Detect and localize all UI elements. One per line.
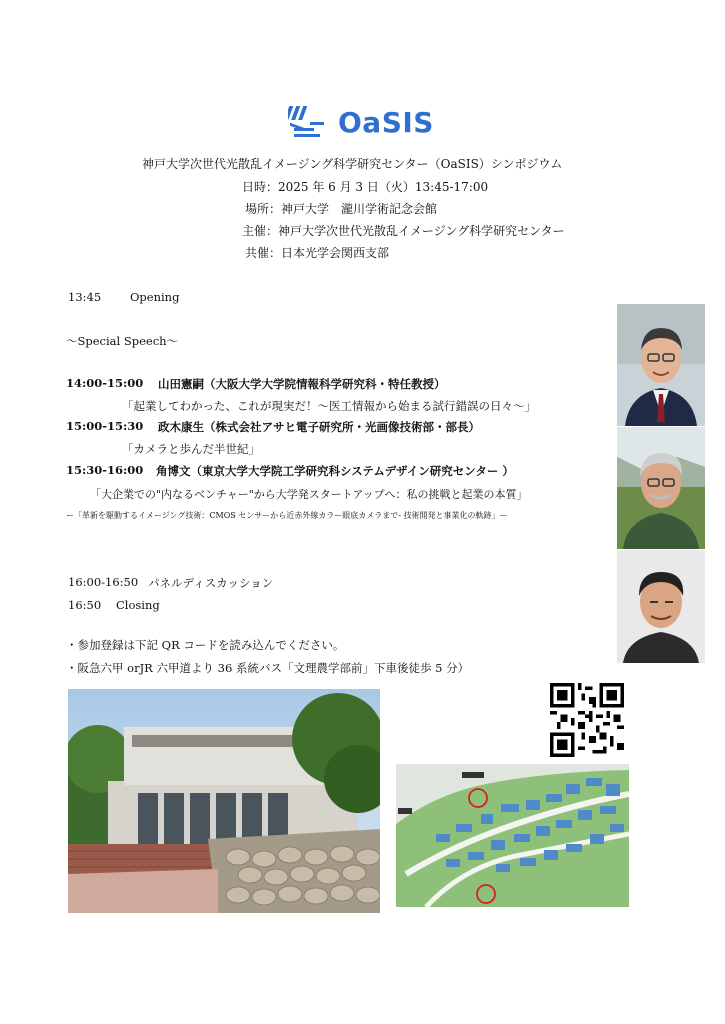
talk-3-speaker: 角博文（東京大学大学院工学研究科システムデザイン研究センター ） [156, 464, 514, 478]
talk-1-title: 「起業してわかった、これが現実だ！〜医工情報から始まる試行錯誤の日々〜」 [122, 399, 536, 413]
talk-1-time: 14:00-15:00 [66, 376, 144, 390]
talk-2-time: 15:00-15:30 [66, 419, 144, 433]
registration-qr-code[interactable] [550, 683, 624, 757]
opening-label: Opening [130, 290, 180, 304]
oasis-logo [288, 104, 448, 144]
talk-3-title: 「大企業での"内なるベンチャー"から大学発スタートアップへ：私の挑戦と起業の本質」 [90, 488, 528, 501]
talk-3-time: 15:30-16:00 [66, 463, 144, 477]
speaker-photo-2 [617, 427, 705, 549]
event-date: 日時：2025 年 6 月 3 日（火）13:45-17:00 [242, 180, 489, 194]
talk-1-speaker: 山田憲嗣（大阪大学大学院情報科学研究科・特任教授） [158, 377, 446, 391]
talk-3-subtitle: ー「革新を駆動するイメージング技術：CMOS センサーから近赤外線カラー眼底カメラまで‐ 技術開発と事業化の軌跡」ー [66, 511, 508, 520]
event-cohost: 共催：日本光学会関西支部 [245, 246, 390, 260]
closing-label: Closing [116, 598, 160, 612]
logo-text: OaSIS [338, 106, 434, 139]
event-title: 神戸大学次世代光散乱イメージング科学研究センター（OaSIS）シンポジウム [142, 157, 563, 171]
event-host: 主催：神戸大学次世代光散乱イメージング科学研究センター [242, 224, 565, 238]
access-note: ・阪急六甲 orJR 六甲道より 36 系統バス「文理農学部前」下車後徒歩 5 分） [66, 661, 470, 675]
oasis-logo-mark-icon [288, 104, 330, 140]
speaker-photo-1 [617, 304, 705, 426]
campus-map [396, 764, 629, 907]
talk-2-title: 「カメラと歩んだ半世紀」 [122, 442, 260, 456]
registration-note: ・参加登録は下記 QR コードを読み込んでください。 [66, 638, 345, 652]
speaker-photo-3 [617, 550, 705, 663]
event-place: 場所：神戸大学 瀧川学術記念会館 [245, 202, 438, 216]
panel-time: 16:00-16:50 [68, 575, 139, 589]
special-speech-heading: 〜Special Speech〜 [66, 334, 179, 348]
venue-building-photo [68, 689, 380, 913]
closing-time: 16:50 [68, 598, 102, 612]
talk-2-speaker: 政木康生（株式会社アサヒ電子研究所・光画像技術部・部長） [158, 420, 480, 434]
panel-label: パネルディスカッション [148, 576, 274, 590]
opening-time: 13:45 [68, 290, 102, 304]
